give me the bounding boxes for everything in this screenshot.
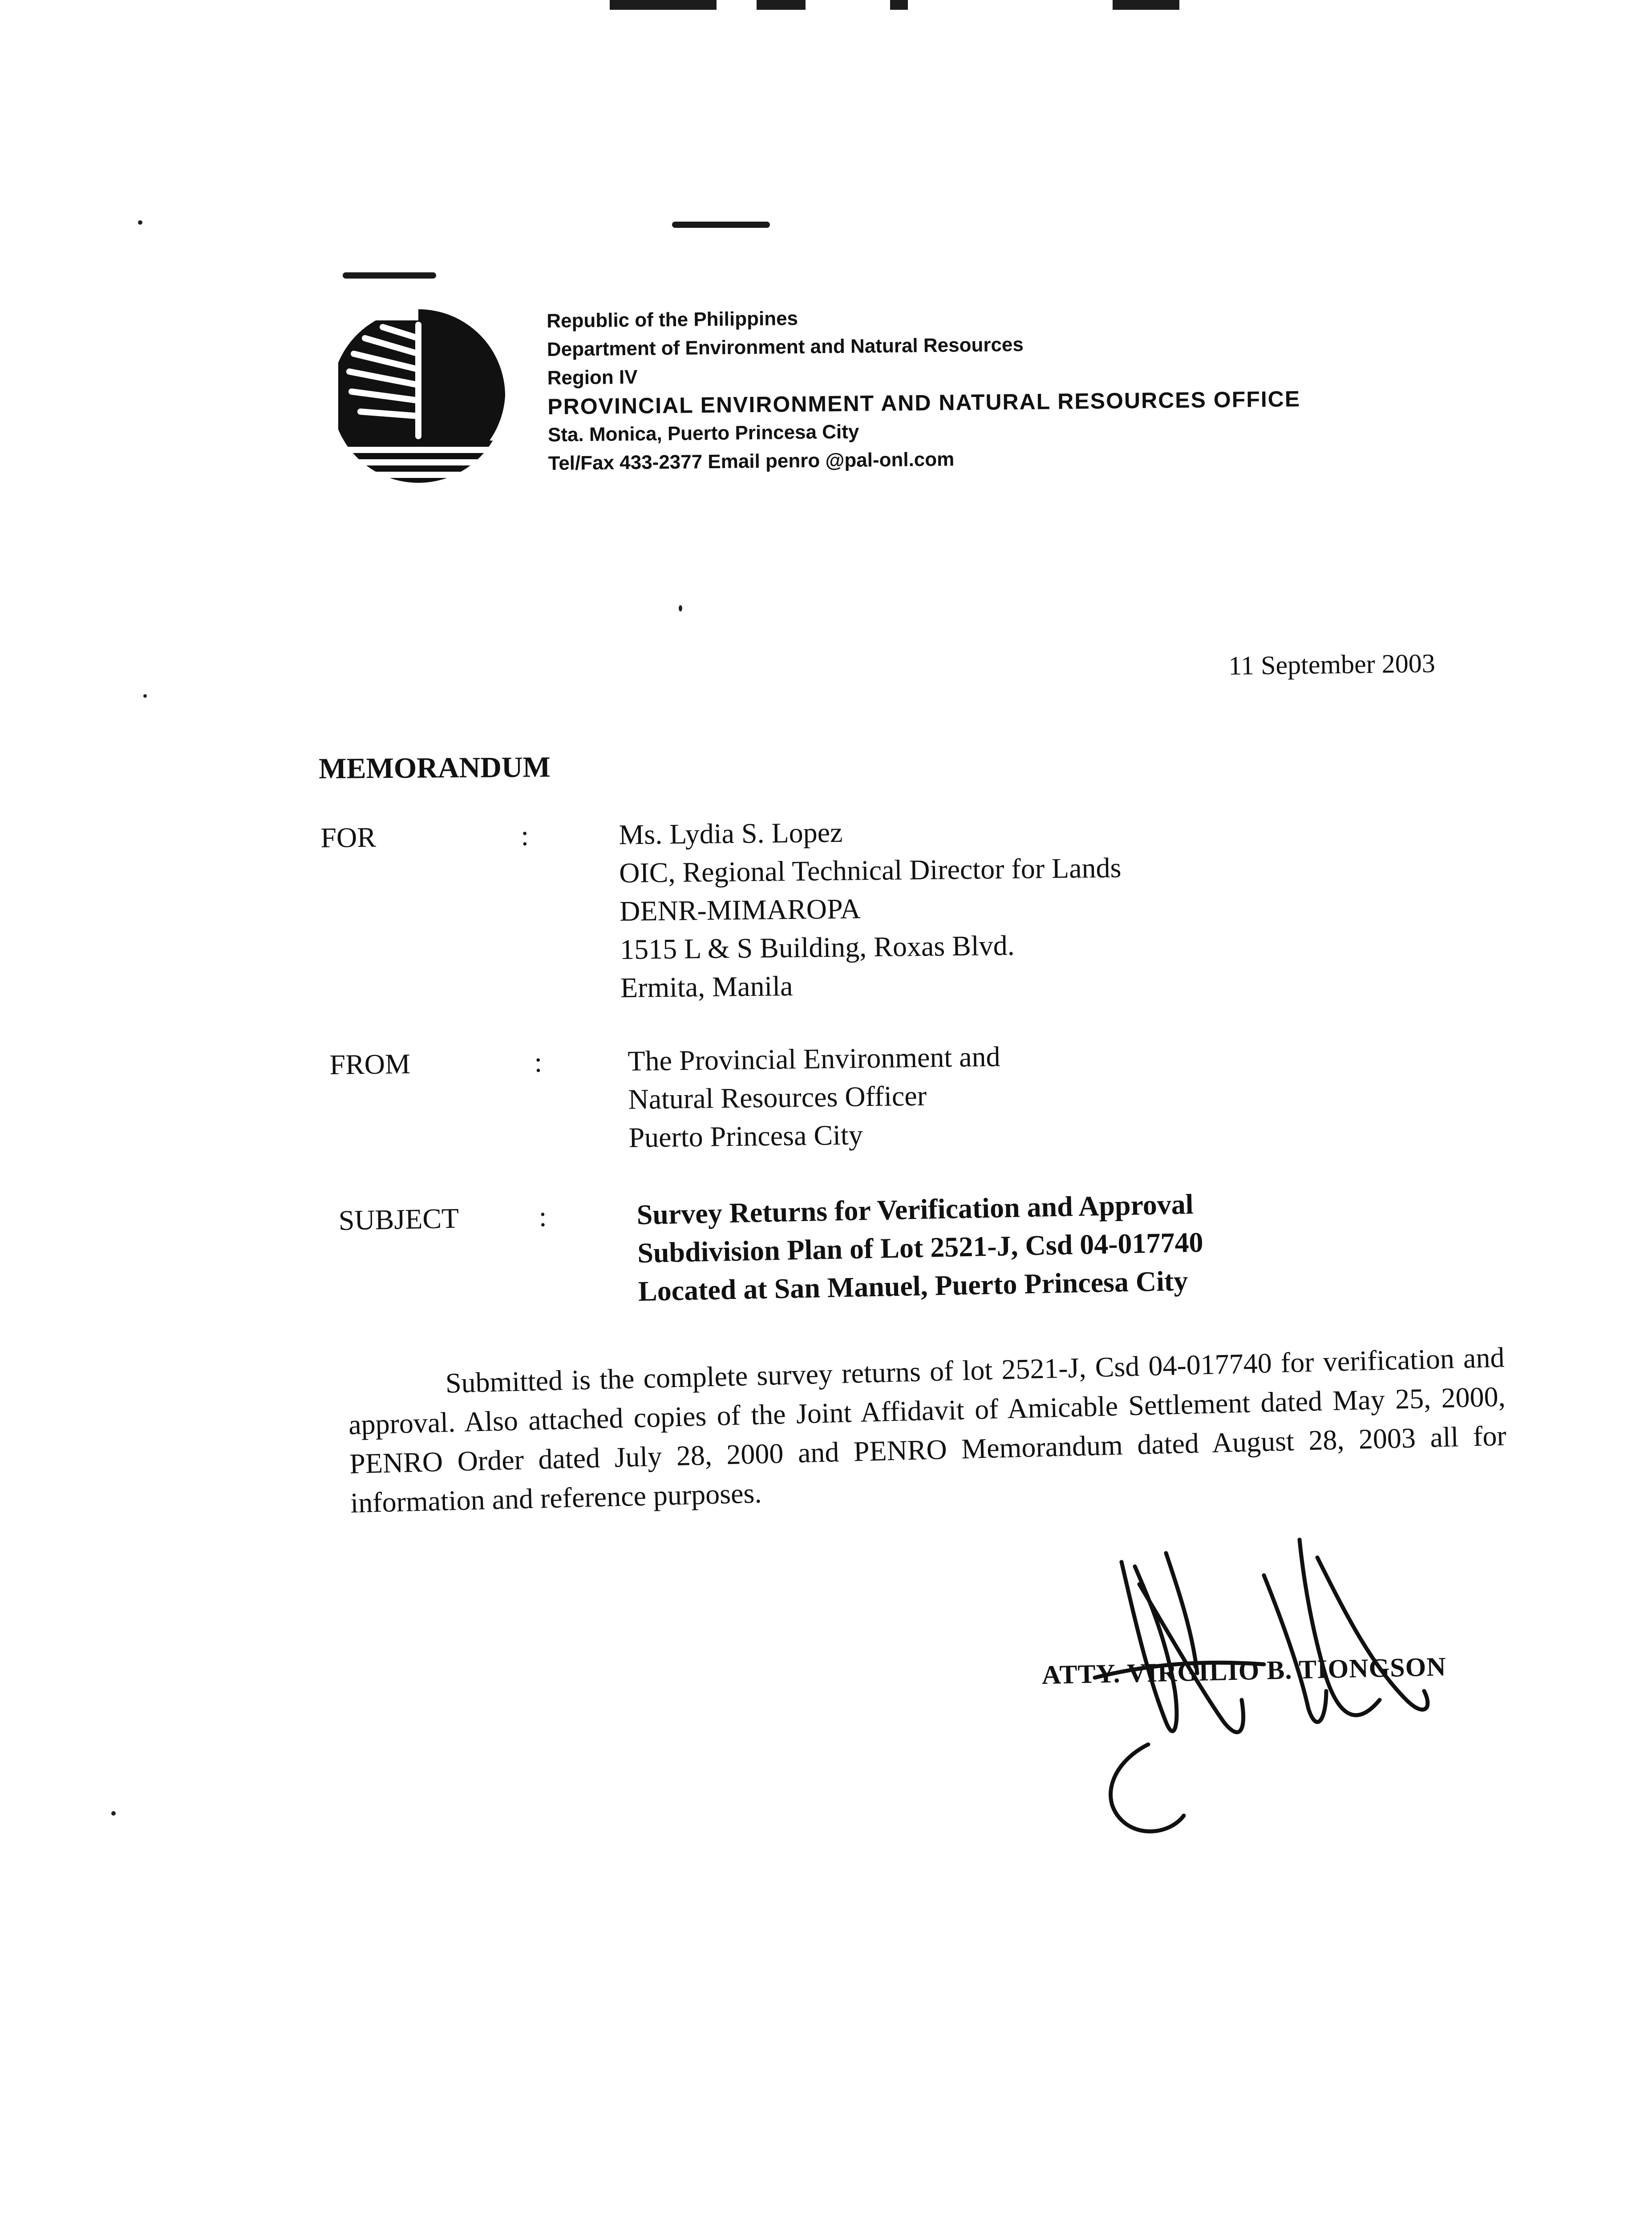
memo-body: Submitted is the complete survey returns of lot 2521-J, Csd 04-017740 for verification and approval. Also attached copies of the Joint Affidavit of Amicable Settlement dated May 25, 2000, PENRO Order dated July 28, 2000 and PENRO Memorandum dated August 28, 2003 all for information and reference purposes. bbox=[348, 1341, 1507, 1519]
recipient-city: Ermita, Manila bbox=[620, 970, 793, 1003]
from-field bbox=[329, 1035, 1221, 1170]
sender-line-2: Natural Resources Officer bbox=[628, 1080, 927, 1115]
handwritten-signature bbox=[1032, 1531, 1500, 1869]
scan-artifact bbox=[757, 0, 806, 10]
letterhead-office: PROVINCIAL ENVIRONMENT AND NATURAL RESOURCES OFFICE bbox=[547, 386, 1301, 419]
scan-speck bbox=[138, 220, 142, 225]
letterhead-dash bbox=[343, 272, 436, 279]
from-colon: : bbox=[534, 1046, 543, 1078]
scan-speck bbox=[679, 605, 682, 611]
from-label: FROM bbox=[329, 1048, 411, 1080]
recipient-name: Ms. Lydia S. Lopez bbox=[619, 816, 843, 850]
sender-line-3: Puerto Princesa City bbox=[628, 1119, 863, 1153]
recipient-position: OIC, Regional Technical Director for Lands bbox=[619, 852, 1122, 889]
for-field bbox=[320, 809, 1212, 1015]
scan-artifact bbox=[610, 0, 717, 10]
denr-logo-seal bbox=[329, 307, 525, 494]
letterhead-address: Sta. Monica, Puerto Princesa City bbox=[547, 421, 859, 446]
scan-speck bbox=[111, 1811, 116, 1816]
letterhead-contact: Tel/Fax 433-2377 Email penro @pal-onl.com bbox=[548, 448, 955, 474]
for-recipient bbox=[619, 810, 1123, 1007]
for-colon: : bbox=[521, 820, 529, 852]
scan-speck bbox=[143, 694, 147, 698]
sender-line-1: The Provincial Environment and bbox=[628, 1040, 1000, 1077]
scan-artifact bbox=[1113, 0, 1179, 10]
subject-colon: : bbox=[539, 1201, 547, 1233]
subject-line-1: Survey Returns for Verification and Approval bbox=[636, 1188, 1194, 1231]
letterhead-department: Department of Environment and Natural Resources bbox=[547, 333, 1024, 360]
subject-label: SUBJECT bbox=[338, 1202, 459, 1236]
letterhead-republic: Republic of the Philippines bbox=[547, 307, 798, 332]
letterhead-dash bbox=[672, 222, 770, 228]
subject-line-2: Subdivision Plan of Lot 2521-J, Csd 04-017740 bbox=[637, 1226, 1204, 1269]
for-label: FOR bbox=[320, 821, 377, 854]
subject-text bbox=[636, 1185, 1204, 1311]
subject-field bbox=[338, 1182, 1364, 1326]
signatory-name: ATTY. VIRGILIO B. TIONGSON bbox=[1041, 1651, 1447, 1690]
recipient-building: 1515 L & S Building, Roxas Blvd. bbox=[620, 929, 1015, 965]
memo-date: 11 September 2003 bbox=[1228, 648, 1436, 680]
subject-line-3: Located at San Manuel, Puerto Princesa City bbox=[638, 1265, 1188, 1307]
letterhead bbox=[547, 298, 1394, 478]
letterhead-region: Region IV bbox=[547, 366, 638, 389]
memo-title: MEMORANDUM bbox=[319, 751, 551, 785]
scan-artifact bbox=[890, 0, 908, 10]
recipient-office: DENR-MIMAROPA bbox=[619, 893, 861, 927]
from-sender bbox=[628, 1038, 1001, 1157]
